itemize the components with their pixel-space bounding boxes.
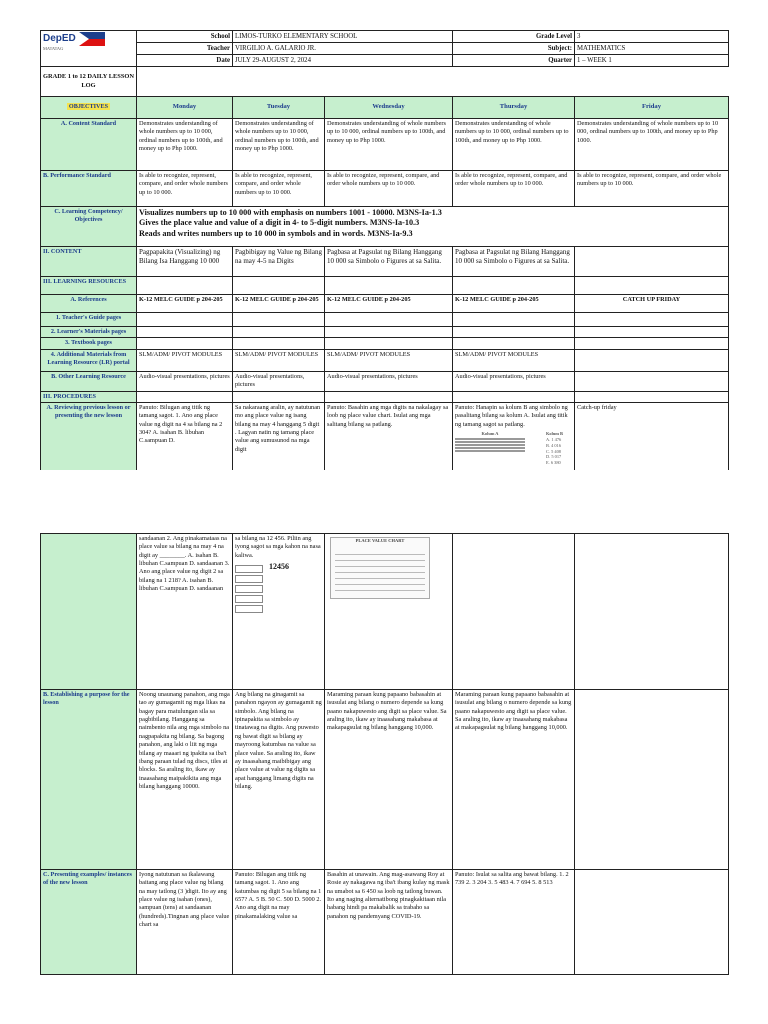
review-fri: Catch-up friday xyxy=(575,402,729,488)
matatag-label: MATATAG xyxy=(43,46,64,51)
review-thu-continued xyxy=(453,534,575,690)
content-standard-wed: Demonstrates understanding of whole numbers up to 10 000, ordinal numbers up to 100th, and money up to Php 1000. xyxy=(325,119,453,171)
day-friday: Friday xyxy=(575,97,729,119)
teacher-value: VIRGILIO A. GALARIO JR. xyxy=(233,43,453,55)
purpose-label: B. Establishing a purpose for the lesson xyxy=(41,690,137,870)
references-tue: K-12 MELC GUIDE p 204-205 xyxy=(233,295,325,313)
additional-wed: SLM/ADM/ PIVOT MODULES xyxy=(325,349,453,371)
day-wednesday: Wednesday xyxy=(325,97,453,119)
presenting-wed: Basahin at unawain. Ang mag-asawang Roy at Rosie ay nakagawa ng iba't ibang kulay ng mask na umabot sa 6 450 sa loob ng tatlong buwan. Ito ang naging alternatibong pinagkakitaan nila habang hindi pa makabalik sa trabaho sa panahon ng pandemyang COVID-19. xyxy=(325,870,453,975)
kolum-b-item: A. 1 476 xyxy=(546,436,562,442)
other-resource-tue: Audio-visual presentations, pictures xyxy=(233,371,325,391)
performance-standard-thu: Is able to recognize, represent, compare, and order whole numbers up to 10 000. xyxy=(453,171,575,207)
additional-thu: SLM/ADM/ PIVOT MODULES xyxy=(453,349,575,371)
objectives-heading: OBJECTIVES xyxy=(41,97,137,119)
references-thu: K-12 MELC GUIDE p 204-205 xyxy=(453,295,575,313)
kolum-b-item: E. 6 380 xyxy=(546,460,561,466)
place-value-boxes: 12456 xyxy=(235,560,322,615)
content-wed: Pagbasa at Pagsulat ng Bilang Hanggang 10 000 sa Simbolo o Figures at sa Salita. xyxy=(325,247,453,277)
content-mon: Pagpapakita (Visualizing) ng Bilang Isa Hanggang 10 000 xyxy=(137,247,233,277)
references-wed: K-12 MELC GUIDE p 204-205 xyxy=(325,295,453,313)
content-tue: Pagbibigay ng Value ng Bilang na may 4-5 na Digits xyxy=(233,247,325,277)
purpose-fri xyxy=(575,690,729,870)
performance-standard-mon: Is able to recognize, represent, compare, and order whole numbers up to 10 000. xyxy=(137,171,233,207)
matching-figure xyxy=(455,431,572,466)
content-standard-mon: Demonstrates understanding of whole numbers up to 10 000, ordinal numbers up to 100th, and money up to Php 1000. xyxy=(137,119,233,171)
content-fri xyxy=(575,247,729,277)
lesson-log-table-bottom xyxy=(40,533,729,975)
other-resource-thu: Audio-visual presentations, pictures xyxy=(453,371,575,391)
performance-standard-tue: Is able to recognize, represent, compare, and order whole numbers up to 10 000. xyxy=(233,171,325,207)
day-monday: Monday xyxy=(137,97,233,119)
learners-materials-label: 2. Learner's Materials pages xyxy=(41,327,137,338)
date-label: Date xyxy=(137,55,233,67)
teachers-guide-label: 1. Teacher's Guide pages xyxy=(41,313,137,327)
kolum-b-item: B. 4 016 xyxy=(546,442,562,448)
performance-standard-wed: Is able to recognize, represent, compare, and order whole numbers up to 10 000. xyxy=(325,171,453,207)
lesson-log-page-1 xyxy=(0,0,768,470)
purpose-mon: Noong unaunang panahon, ang mga tao ay gumagamit ng mga likas na bagay para matulungan sila sa pagbibilang. Hanggang sa naimbento nila ang mga simbolo na nagpapakita ng bilang. Sa bagong panahon, ang laki o liit ng mga bilang ay maaari ng ipakita sa iba't ibang paraan tulad ng discs, tiles at blocks. Sa araling ito, ikaw ay inaasahang maipakikita ang mga bilang hanggang 10000. xyxy=(137,690,233,870)
deped-logo: DepED xyxy=(43,33,76,45)
content-standard-label: A. Content Standard xyxy=(41,119,137,171)
place-value-chart-figure: PLACE VALUE CHART xyxy=(330,537,430,599)
grade-level-label: Grade Level xyxy=(453,31,575,43)
kolum-b-item: C. 5 408 xyxy=(546,448,562,454)
other-resource-label: B. Other Learning Resource xyxy=(41,371,137,391)
review-fri-continued xyxy=(575,534,729,690)
quarter-value: 1 – WEEK 1 xyxy=(575,55,729,67)
learning-resources-label: III. LEARNING RESOURCES xyxy=(41,277,137,295)
matatag-logo xyxy=(79,32,105,46)
references-fri: CATCH UP FRIDAY xyxy=(575,295,729,313)
teacher-label: Teacher xyxy=(137,43,233,55)
doc-title: GRADE 1 to 12 DAILY LESSON LOG xyxy=(41,67,137,97)
day-thursday: Thursday xyxy=(453,97,575,119)
presenting-tue: Panuto: Bilugan ang titik ng tamang sagot. 1. Ano ang katumbas ng digit 5 sa bilang na 1 657? A. 5 B. 50 C. 500 D. 5000 2. Ano ang digit na may pinakamalaking value sa xyxy=(233,870,325,975)
subject-value: MATHEMATICS xyxy=(575,43,729,55)
school-label: School xyxy=(137,31,233,43)
purpose-wed: Maraming paraan kung papaano babasahin at isusulat ang bilang o numero depende sa kung paano nakapuwesto ang digit sa place value. Sa araling ito, ikaw ay inaasahang makabasa at makapagsulat ng bilang hanggang 10,000. xyxy=(325,690,453,870)
day-tuesday: Tuesday xyxy=(233,97,325,119)
presenting-label: C. Presenting examples/ instances of the new lesson xyxy=(41,870,137,975)
review-wed: Panuto: Basahin ang mga digits na nakalagay sa loob ng place value chart. Isulat ang mga salitang bilang sa patlang. xyxy=(325,402,453,488)
kolum-b-label: Kolum B xyxy=(546,430,563,436)
review-tue-continued: sa bilang na 12 456. Piliin ang iyong sagot sa mga kahon na nasa kaliwa. 12456 xyxy=(233,534,325,690)
other-resource-wed: Audio-visual presentations, pictures xyxy=(325,371,453,391)
review-label: A. Reviewing previous lesson or presenting the new lesson xyxy=(41,402,137,488)
purpose-thu: Maraming paraan kung papaano babasahin at isusulat ang bilang o numero depende sa kung paano nakapuwesto ang digit sa place value. Sa araling ito, ikaw ay inaasahang makabasa at makapagsulat ng bilang hanggang 10,000. xyxy=(453,690,575,870)
logo-cell xyxy=(41,31,137,67)
kolum-a-label: Kolum A xyxy=(481,430,499,436)
competency-label: C. Learning Competency/ Objectives xyxy=(41,207,137,247)
additional-tue: SLM/ADM/ PIVOT MODULES xyxy=(233,349,325,371)
content-label: II. CONTENT xyxy=(41,247,137,277)
other-resource-mon: Audio-visual presentations, pictures xyxy=(137,371,233,391)
references-mon: K-12 MELC GUIDE p 204-205 xyxy=(137,295,233,313)
content-thu: Pagbasa at Pagsulat ng Bilang Hanggang 10 000 sa Simbolo o Figures at sa Salita. xyxy=(453,247,575,277)
additional-materials-label: 4. Additional Materials from Learning Resource (LR) portal xyxy=(41,349,137,371)
school-value: LIMOS-TURKO ELEMENTARY SCHOOL xyxy=(233,31,453,43)
presenting-thu: Panuto: Isulat sa salita ang bawat bilang. 1. 2 739 2. 3 204 3. 5 483 4. 7 694 5. 8 513 xyxy=(453,870,575,975)
quarter-label: Quarter xyxy=(453,55,575,67)
additional-mon: SLM/ADM/ PIVOT MODULES xyxy=(137,349,233,371)
review-mon-continued: sandaanan 2. Ang pinakamataas na place value sa bilang na may 4 na digit ay ________. A. isahan B. libuhan C.sampuan D. sandaanan 3. Ano ang place value ng digit 2 sa bilang na 1 218? A. isahan B. libuhan C.sampuan D. sandaanan xyxy=(137,534,233,690)
grade-level-value: 3 xyxy=(575,31,729,43)
review-thu: Panuto: Hanapin sa kolum B ang simbolo ng pasalitang bilang sa kolum A. Isulat ang titik ng tamang sagot sa patlang. Kolum A Kolum B A. 1 476 B. 4 016 C. 5 408 D. 5 017 E. 6 380 xyxy=(453,402,575,488)
purpose-tue: Ang bilang na ginagamit sa panahon ngayon ay gumagamit ng simbolo. Ang bilang na ipinapakita sa simbolo ay tinatawag na digits. Ang puwesto ng bawat digit sa bilang ay mayroong katumbas na value sa place value. Sa araling ito, ikaw ay inaasahang maibibigay ang place value at value ng digits sa apat hanggang limang digits na bilang. xyxy=(233,690,325,870)
review-tue: Sa nakaraang aralin, ay natutunan mo ang place value ng isang bilang na may 4 hanggang 5 digit . Lagyan natin ng tamang place value ang sumusunod na mga digit xyxy=(233,402,325,488)
review-wed-continued xyxy=(325,534,453,690)
references-label: A. References xyxy=(41,295,137,313)
performance-standard-label: B. Performance Standard xyxy=(41,171,137,207)
content-standard-thu: Demonstrates understanding of whole numbers up to 10 000, ordinal numbers up to 100th, and money up to Php 1000. xyxy=(453,119,575,171)
textbook-label: 3. Textbook pages xyxy=(41,338,137,349)
presenting-mon: Iyong natutunan sa ikalawang baitang ang place value ng bilang na may tatlong (3 )digit. Ito ay ang place value ng isahan (ones), sampuan (tens) at sandaanan (hundreds).Tingnan ang place value chart sa xyxy=(137,870,233,975)
review-label-continued xyxy=(41,534,137,690)
performance-standard-fri: Is able to recognize, represent, compare, and order whole numbers up to 10 000. xyxy=(575,171,729,207)
content-standard-tue: Demonstrates understanding of whole numbers up to 10 000, ordinal numbers up to 100th, and money up to Php 1000. xyxy=(233,119,325,171)
date-value: JULY 29-AUGUST 2, 2024 xyxy=(233,55,453,67)
kolum-b-item: D. 5 017 xyxy=(546,454,562,460)
review-mon: Panuto: Bilugan ang titik ng tamang sagot. 1. Ano ang place value ng digit na 4 sa bilang na 2 304? A. isahan B. libuhan C.sampuan D. xyxy=(137,402,233,488)
lesson-log-table-top xyxy=(40,30,729,489)
content-standard-fri: Demonstrates understanding of whole numbers up to 10 000, ordinal numbers up to 100th, and money up to Php 1000. xyxy=(575,119,729,171)
lesson-log-page-2 xyxy=(0,525,768,1024)
procedures-label: III. PROCEDURES xyxy=(41,391,137,402)
competency-text: Visualizes numbers up to 10 000 with emphasis on numbers 1001 - 10000. M3NS-Ia-1.3 Gives the place value and value of a digit in 4- to 5-digit numbers. M3NS-Ia-10.3 Reads and writes numbers up to 10 000 in symbols and in words. M3NS-Ia-9.3 xyxy=(137,207,729,247)
subject-label: Subject: xyxy=(453,43,575,55)
presenting-fri xyxy=(575,870,729,975)
